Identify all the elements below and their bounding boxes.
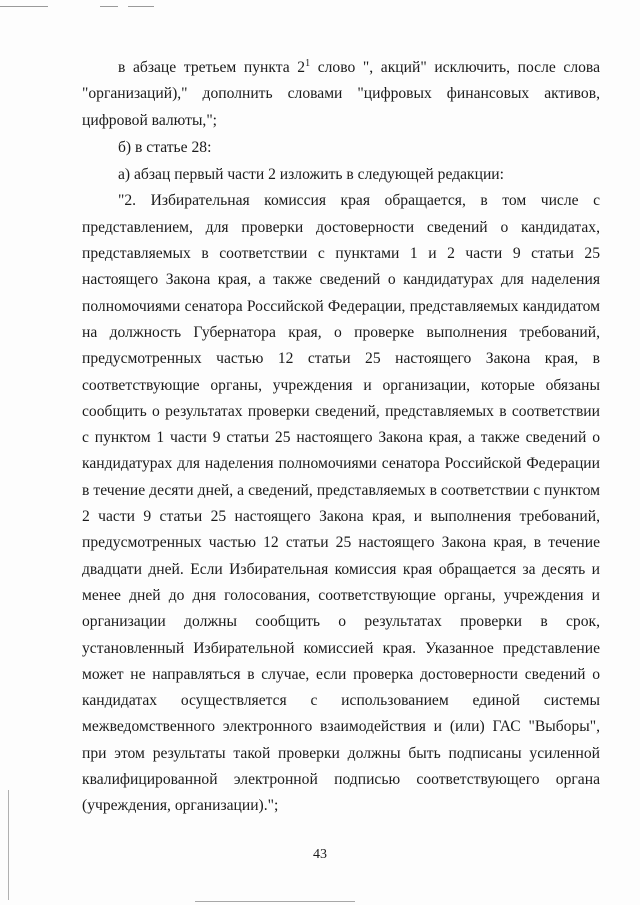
superscript-index: 1	[305, 57, 311, 69]
scan-edge-line	[0, 6, 48, 7]
scan-edge-line	[100, 6, 118, 7]
paragraph-amendment-abzac	[82, 55, 600, 134]
paragraph-new-wording: "2. Избирательная комиссия края обращается, в том числе с представлением, для проверки достоверности сведений о кандидатах, представляемых в соответствии с пунктами 1 и 2 части 9 статьи 25 настоящего Закона края, а также сведений о кандидатурах для наделения полномочиями сенатора Российской Федерации, представляемых кандидатом на должность Губернатора края, о проверке выполнения требований, предусмотренных частью 12 статьи 25 настоящего Закона края, в соответствующие органы, учреждения и организации, которые обязаны сообщить о результатах проверки сведений, представляемых в соответствии с пунктом 1 части 9 статьи 25 настоящего Закона края, а также сведений о кандидатурах для наделения полномочиями сенатора Российской Федерации в течение десяти дней, а сведений, представляемых в соответствии с пунктом 2 части 9 статьи 25 настоящего Закона края, и выполнения требований, предусмотренных частью 12 статьи 25 настоящего Закона края, в течение двадцати дней. Если Избирательная комиссия края обращается за десять и менее дней до дня голосования, соответствующие органы, учреждения и организации должны сообщить о результатах проверки в срок, установленный Избирательной комиссией края. Указанное представление может не направляться в случае, если проверка достоверности сведений о кандидатах осуществляется с использованием единой системы межведомственного электронного взаимодействия и (или) ГАС "Выборы", при этом результаты такой проверки должны быть подписаны усиленной квалифицированной электронной подписью соответствующего органа (учреждения, организации).";	[82, 192, 600, 815]
scan-edge-line	[128, 6, 154, 7]
page-number: 43	[313, 847, 327, 862]
document-body	[82, 55, 600, 820]
paragraph-text: в абзаце третьем пункта 2	[118, 59, 306, 76]
paragraph-article-28: б) в статье 28:	[118, 138, 212, 156]
scan-edge-line	[195, 901, 355, 902]
paragraph-part-2-heading: а) абзац первый части 2 изложить в следующей редакции:	[118, 166, 504, 184]
scan-margin-line	[8, 790, 9, 900]
paragraph-text: слово ", акций" исключить, после слова "организаций)," дополнить словами "цифровых финансовых активов, цифровой валюты,";	[82, 59, 600, 129]
